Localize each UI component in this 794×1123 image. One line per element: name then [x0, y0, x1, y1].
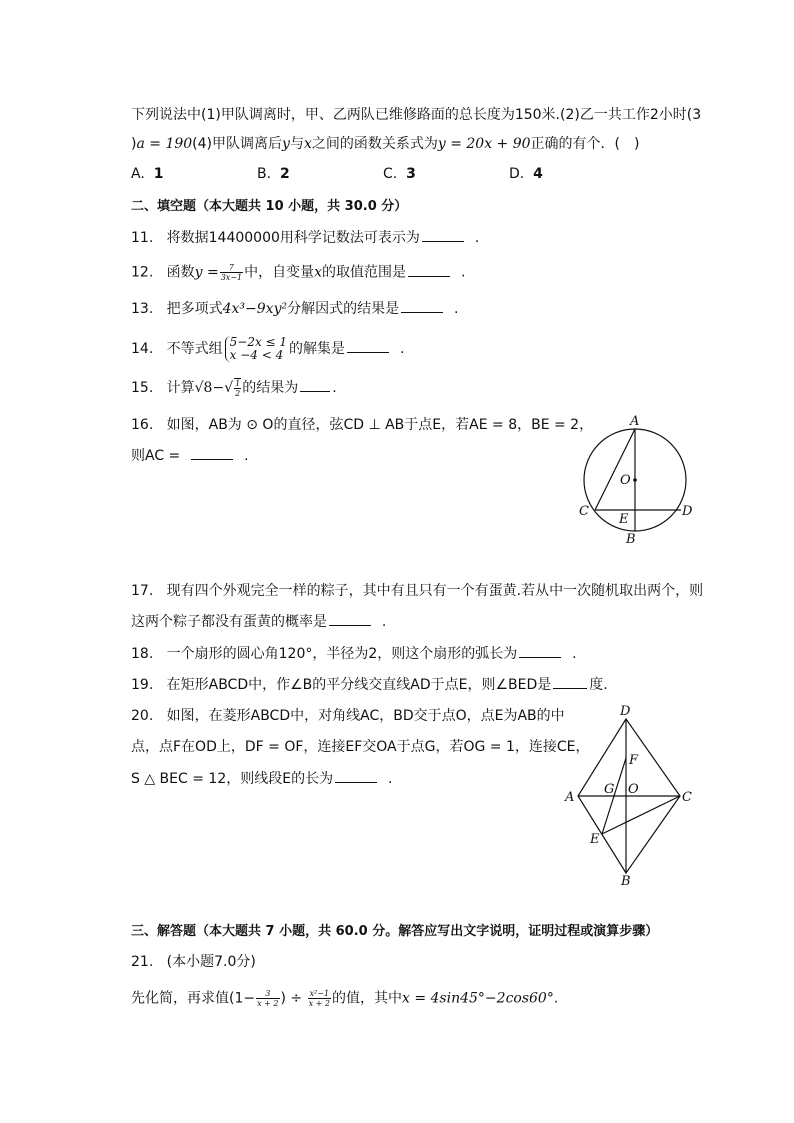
q10-var-x: x — [303, 136, 312, 152]
fraction-1: $\frac{3}{x + 2}$ — [257, 989, 279, 1008]
label-c: C — [682, 790, 692, 805]
label-f: F — [629, 753, 639, 768]
label-c: C — [579, 504, 589, 519]
q11: 11. 将数据14400000用科学记数法可表示为 . — [131, 230, 480, 246]
q10-text-e: 正确的有个．( ) — [530, 136, 640, 152]
section-fill-in-heading: 二、填空题（本大题共 10 小题，共 30.0 分） — [131, 199, 408, 214]
answer-blank[interactable] — [408, 264, 450, 277]
inequality-system: 5−2x ≤ 1 x −4 < 4 — [225, 336, 287, 362]
segment-ce — [602, 796, 680, 834]
chord-ac — [595, 429, 635, 510]
q19: 19. 在矩形ABCD中，作∠B的平分线交直线AD于点E，则∠BED是 度. — [131, 677, 608, 693]
q20: 20. 如图，在菱形ABCD中，对角线AC，BD交于点O，点E为AB的中 — [131, 708, 565, 724]
q14: 14. 不等式组 5−2x ≤ 1 x −4 < 4 的解集是 . — [131, 335, 405, 362]
q10-paren: ) — [131, 136, 137, 152]
q21-header: 21. (本小题7.0分) — [131, 954, 256, 970]
label-d: D — [620, 705, 631, 719]
q10-math-a: a = 190 — [136, 136, 193, 152]
q12: 12. 函数y = $\frac{7}{3x-1}$ 中，自变量x的取值范围是 . — [131, 263, 466, 282]
q10-text-c: 与 — [289, 136, 304, 152]
label-e: E — [590, 832, 600, 847]
option-c: C. 3 — [383, 166, 416, 182]
option-b: B. 2 — [257, 166, 290, 182]
answer-blank[interactable] — [422, 229, 464, 242]
label-e: E — [619, 512, 629, 527]
q10-text-b: (4)甲队调离后 — [192, 136, 283, 152]
label-d: D — [682, 504, 693, 519]
fraction: $\frac{7}{3x-1}$ — [220, 263, 243, 282]
q18: 18. 一个扇形的圆心角120°，半径为2，则这个扇形的弧长为 . — [131, 646, 577, 662]
fraction-2: $\frac{\text{x²−1}}{x + 2}$ — [308, 989, 330, 1008]
answer-blank[interactable] — [401, 300, 443, 313]
q15: 15. 计算√8−√ $\frac{1}{2}$ 的结果为 . — [131, 379, 337, 398]
center-point — [633, 478, 637, 482]
answer-blank[interactable] — [300, 379, 330, 392]
label-a: A — [630, 414, 640, 429]
option-d: D. 4 — [509, 166, 543, 182]
sqrt-fraction: $\frac{1}{2}$ — [235, 379, 241, 398]
q10-line1: 下列说法中(1)甲队调离时，甲、乙两队已维修路面的总长度为150米.(2)乙一共工作2小时(3 — [131, 107, 702, 123]
q16: 16. 如图，AB为 ⊙ O的直径，弦CD ⊥ AB于点E，若AE = 8，BE = 2， — [131, 417, 594, 433]
q10-math-func: y = 20x + 90 — [437, 136, 531, 152]
answer-blank[interactable] — [347, 340, 389, 353]
answer-blank[interactable] — [519, 645, 561, 658]
answer-blank[interactable] — [329, 613, 371, 626]
label-b: B — [621, 874, 631, 889]
label-b: B — [626, 532, 636, 547]
q10-line2 — [131, 135, 639, 153]
label-o: O — [628, 782, 639, 797]
option-a: A. 1 — [131, 166, 164, 182]
q20-line3: S △ BEC = 12，则线段E的长为 . — [131, 771, 393, 787]
q13: 13. 把多项式4x³−9xy²分解因式的结果是 . — [131, 301, 459, 317]
q17-line2: 这两个粽子都没有蛋黄的概率是 . — [131, 614, 387, 630]
q20-rhombus-figure — [560, 705, 700, 890]
q17: 17. 现有四个外观完全一样的粽子，其中有且只有一个有蛋黄.若从中一次随机取出两个，则 — [131, 583, 704, 599]
q16-circle-figure — [570, 410, 705, 550]
label-a: A — [565, 790, 575, 805]
answer-blank[interactable] — [191, 447, 233, 460]
answer-blank[interactable] — [335, 770, 377, 783]
q20-line2: 点，点F在OD上，DF = OF，连接EF交OA于点G，若OG = 1，连接CE， — [131, 739, 590, 755]
label-o: O — [620, 473, 631, 488]
q10-text-d: 之间的函数关系式为 — [311, 136, 438, 152]
answer-blank[interactable] — [553, 676, 587, 689]
q10-var-y: y — [282, 136, 290, 152]
label-g: G — [604, 782, 615, 797]
q21-body: 先化简，再求值(1− $\frac{3}{x + 2}$ ) ÷ $\frac{\text{x²−1}}{x + 2}$ 的值，其中x = 4sin45°−2cos60°. — [131, 989, 559, 1008]
section-solve-heading: 三、解答题（本大题共 7 小题，共 60.0 分。解答应写出文字说明，证明过程或演算步骤） — [131, 924, 659, 939]
q16-line2: 则AC = . — [131, 448, 249, 464]
